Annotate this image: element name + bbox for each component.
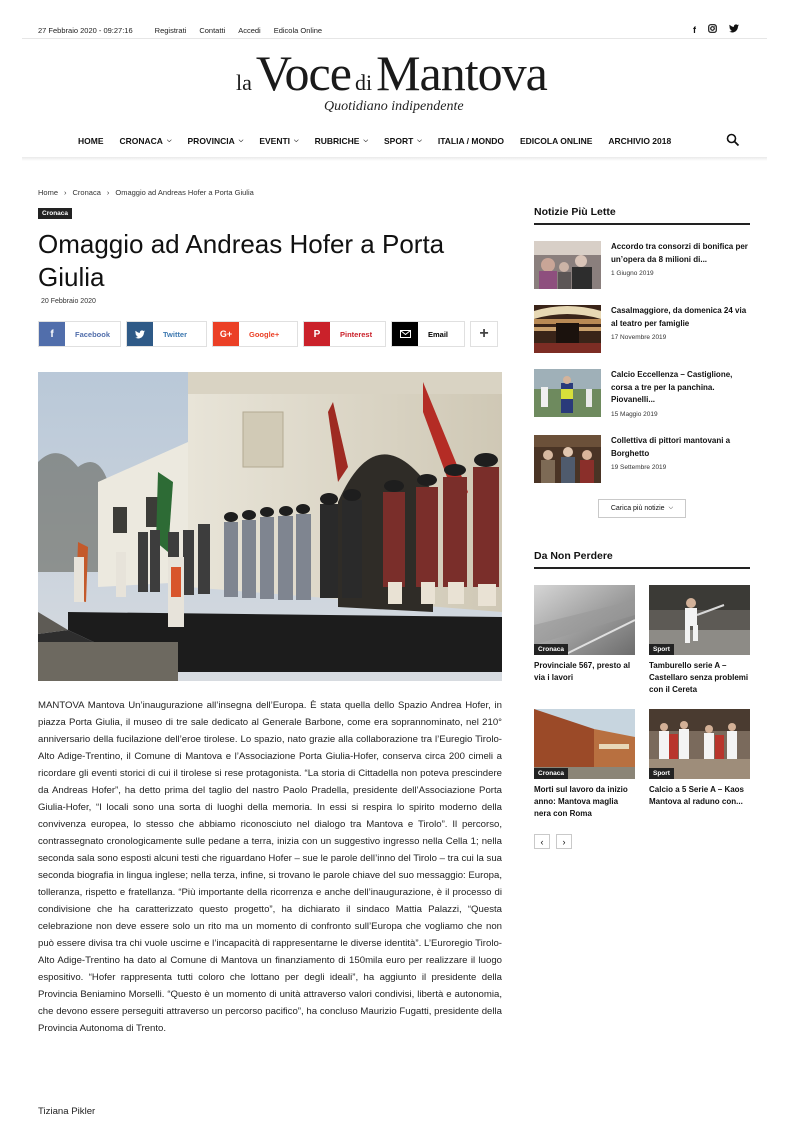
popular-news-thumbnail[interactable] [534, 435, 601, 483]
article-text: MANTOVA Mantova Un’inaugurazione all’insegna dell’Europa. È stata quella dello Spazio Andrea Hofer, in piazza Porta Giulia, il museo di tre sale dedicato al Generale Barbone, come era soprannominato, nel 210° anniversario della fucilazione dell’eroe tirolese. Lo spazio, nato grazie alla collaborazione tra l’Euregio Tirolo-Alto Adige-Trentino, il Comune di Mantova e l’Associazione Porta Giulia-Hofer, conserva circa 200 cimeli a ricordare gli eventi storici di cui il tirolese si rese protagonista. “La storia di Cittadella non poteva prescindere da Andreas Hofer”, ha detto prima del taglio del nastro Paolo Pradella, presidente dell’Associazione Porta Giulia-Hofer, “I locali sono una sorta di luoghi della memoria. In essi si respira lo spirito moderno della convivenza europea, lo stesso che abbiamo riconosciuto nel dialogo tra Mantova e Tirolo”. Il percorso, contrassegnato cronologicamente sulle pedane a terra, inizia con un suggestivo ingresso nella Cella 1; nella seconda sala sono esposti alcuni testi che riguardano Hofer – sue le parole dell’inno del Tirolo – tra cui la sua seconda biografia in lingua inglese; nella terza, infine, si trovano le parole chiave del suo messaggio: Europa, tolleranza, rispetto e fratellanza. “Più importante della ricorrenza e anche dell’inaugurazione, è il processo di condivisione che ha caratterizzato questo progetto”, ha dichiarato il sindaco Mattia Palazzi, “Questa celebrazione non deve essere solo un rito ma un momento di confronto sull’Europa che vogliamo che non può essere divisa tra chi vuole uscirne e l’incapacità di rappresentarne le diverse identità”. L’Euroregio Tirolo-Alto Adige-Trentino ha dato al Comune di Mantova un finanziamento di 150mila euro per realizzare il luogo espositivo. “Hofer rappresenta tutti coloro che lottano per degli ideali”, ha aggiunto il presidente della Provincia Beniamino Morselli. “Questo è un momento di unità attraverso valori condivisi, libertà e autonomia, che devono essere perseguiti attraverso un percorso pacifico”, ha concluso Maurizio Fugatti, presidente della Provincia Autonoma di Trento. [38, 700, 502, 1034]
breadcrumb [38, 188, 254, 197]
logo-wordmark: la Voce di Mantova [236, 45, 547, 101]
dont-miss-headline[interactable]: Morti sul lavoro da inizio anno: Mantova maglia nera con Roma [534, 785, 628, 818]
email-icon [392, 322, 418, 346]
breadcrumb-section[interactable]: Cronaca [72, 188, 101, 197]
nav-archivio-2018[interactable]: ARCHIVIO 2018 [608, 136, 672, 146]
search-icon[interactable] [726, 133, 740, 147]
popular-news-date: 15 Maggio 2019 [611, 411, 658, 418]
popular-news-title-link[interactable]: Collettiva di pittori mantovani a Borghetto [611, 436, 731, 458]
chevron-down-icon: ⌵ [294, 137, 299, 144]
breadcrumb-home[interactable]: Home [38, 188, 59, 197]
share-googleplus-button[interactable]: G+ Google+ [212, 321, 298, 347]
nav-edicola-online[interactable]: EDICOLA ONLINE [519, 136, 593, 146]
pinterest-icon: P [304, 322, 330, 346]
popular-news-date: 17 Novembre 2019 [611, 334, 667, 341]
top-bar [38, 22, 757, 38]
nav-cronaca[interactable]: CRONACA ⌵ [119, 136, 172, 146]
edicola-online-link[interactable]: Edicola Online [273, 25, 323, 35]
chevron-down-icon: ⌵ [668, 505, 674, 511]
popular-news-title: Notizie Più Lette [534, 206, 750, 225]
dont-miss-item[interactable] [534, 709, 635, 820]
share-more-button[interactable]: + [470, 321, 498, 347]
breadcrumb-current: Omaggio ad Andreas Hofer a Porta Giulia [115, 188, 254, 197]
nav-shadow [22, 157, 767, 161]
dont-miss-thumbnail[interactable] [649, 585, 750, 655]
popular-news-title-link[interactable]: Accordo tra consorzi di bonifica per un’opera da 8 milioni di... [611, 242, 748, 264]
share-twitter-button[interactable]: Twitter [126, 321, 207, 347]
register-link[interactable]: Registrati [154, 25, 187, 35]
nav-provincia[interactable]: PROVINCIA ⌵ [187, 136, 244, 146]
article-author: Tiziana Pikler [38, 1106, 96, 1117]
dont-miss-headline[interactable]: Tamburello serie A – Castellaro senza problemi con il Cereta [649, 661, 749, 694]
dont-miss-pager [534, 834, 572, 849]
dont-miss-thumbnail[interactable] [534, 709, 635, 779]
share-pinterest-button[interactable]: P Pinterest [303, 321, 386, 347]
contacts-link[interactable]: Contatti [199, 25, 226, 35]
chevron-down-icon: ⌵ [166, 137, 172, 144]
main-nav [78, 133, 687, 149]
category-badge[interactable]: Cronaca [534, 644, 568, 655]
popular-news-item[interactable] [534, 369, 750, 417]
dont-miss-title: Da Non Perdere [534, 550, 750, 569]
dont-miss-thumbnail[interactable] [534, 585, 635, 655]
dont-miss-item[interactable] [649, 709, 750, 808]
popular-news-item[interactable] [534, 435, 750, 483]
login-link[interactable]: Accedi [238, 25, 261, 35]
chevron-down-icon: ⌵ [363, 137, 369, 144]
chevron-down-icon: ⌵ [417, 137, 422, 144]
instagram-icon[interactable] [708, 24, 717, 35]
chevron-down-icon: ⌵ [238, 137, 244, 144]
dont-miss-headline[interactable]: Provinciale 567, presto al via i lavori [534, 661, 631, 682]
nav-italia-mondo[interactable]: ITALIA / MONDO [437, 136, 504, 146]
top-divider [22, 38, 767, 39]
share-email-button[interactable]: Email [391, 321, 465, 347]
dont-miss-thumbnail[interactable] [649, 709, 750, 779]
category-badge[interactable]: Sport [649, 644, 674, 655]
nav-eventi[interactable]: EVENTI ⌵ [259, 136, 299, 146]
twitter-icon [127, 322, 153, 346]
nav-rubriche[interactable]: RUBRICHE ⌵ [314, 136, 369, 146]
logo-tagline: Quotidiano indipendente [324, 99, 464, 114]
popular-news-date: 19 Settembre 2019 [611, 464, 667, 471]
facebook-icon[interactable]: f [693, 24, 696, 35]
dont-miss-item[interactable] [534, 585, 635, 684]
share-facebook-button[interactable]: f Facebook [38, 321, 121, 347]
popular-news-title-link[interactable]: Casalmaggiore, da domenica 24 via al teatro per famiglie [611, 306, 747, 328]
nav-home[interactable]: HOME [78, 136, 104, 146]
popular-news-thumbnail[interactable] [534, 241, 601, 289]
category-badge[interactable]: Sport [649, 768, 674, 779]
popular-news-item[interactable] [534, 241, 750, 289]
load-more-button[interactable]: Carica più notizie ⌵ [598, 499, 686, 518]
site-logo[interactable] [234, 44, 554, 120]
current-datetime: 27 Febbraio 2020 - 09:27:16 [38, 25, 133, 35]
popular-news-thumbnail[interactable] [534, 369, 601, 417]
next-page-button[interactable]: › [556, 834, 572, 849]
dont-miss-headline[interactable]: Calcio a 5 Serie A – Kaos Mantova al raduno con... [649, 785, 745, 806]
article-date: 20 Febbraio 2020 [41, 298, 96, 305]
popular-news-thumbnail[interactable] [534, 305, 601, 353]
googleplus-icon: G+ [213, 322, 239, 346]
article-title: Omaggio ad Andreas Hofer a Porta Giulia [38, 229, 445, 292]
prev-page-button[interactable]: ‹ [534, 834, 550, 849]
facebook-icon: f [39, 322, 65, 346]
category-badge[interactable]: Cronaca [38, 208, 72, 219]
nav-sport[interactable]: SPORT ⌵ [384, 136, 422, 146]
popular-news-date: 1 Giugno 2019 [611, 270, 654, 277]
popular-news-item[interactable] [534, 305, 750, 353]
breadcrumb-separator: › [106, 188, 110, 197]
article-body [38, 697, 502, 1037]
social-links [693, 24, 739, 35]
share-buttons [38, 321, 498, 347]
breadcrumb-separator: › [64, 188, 67, 197]
category-badge[interactable]: Cronaca [534, 768, 568, 779]
dont-miss-item[interactable] [649, 585, 750, 696]
popular-news-title-link[interactable]: Calcio Eccellenza – Castiglione, corsa a tre per la panchina. Piovanelli... [611, 370, 733, 404]
twitter-icon[interactable] [729, 24, 739, 35]
article-main-image [38, 372, 502, 681]
